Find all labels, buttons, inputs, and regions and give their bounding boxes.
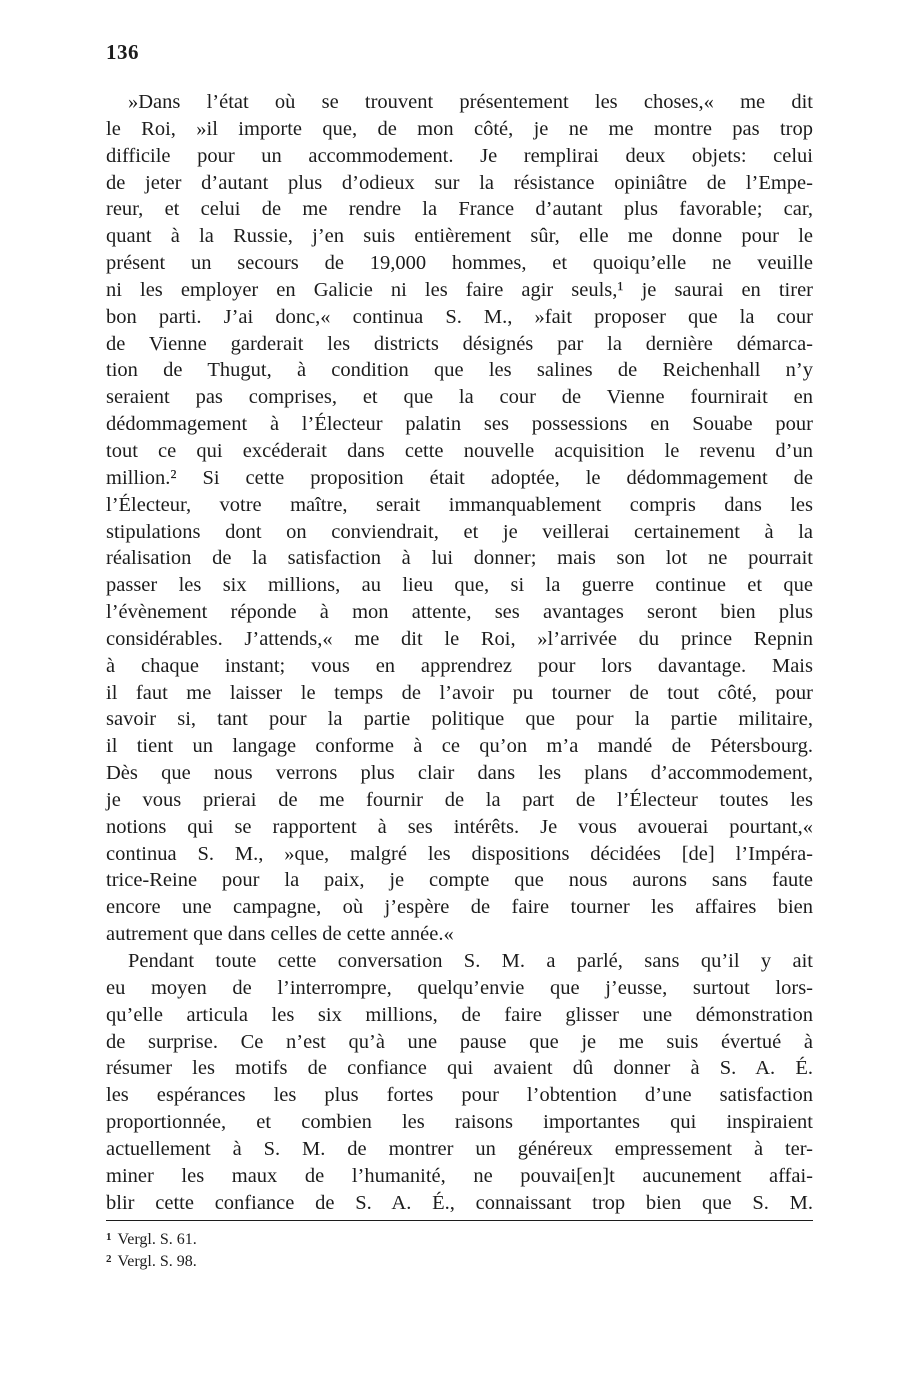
text-line: passer les six millions, au lieu que, si la guerre continue et que <box>106 574 813 597</box>
text-line: il faut me laisser le temps de l’avoir pu tourner de tout côté, pour <box>106 681 813 704</box>
footnote-mark: 2 <box>106 1253 112 1265</box>
paragraph <box>106 948 813 1216</box>
text-line: de jeter d’autant plus d’odieux sur la résistance opiniâtre de l’Empe- <box>106 171 813 194</box>
text-line: miner les maux de l’humanité, ne pouvai[en]t aucunement affai- <box>106 1164 813 1187</box>
footnote <box>106 1226 813 1248</box>
text-line: réalisation de la satisfaction à lui donner; mais son lot ne pourrait <box>106 547 813 570</box>
text-line: savoir si, tant pour la partie politique que pour la partie militaire, <box>106 708 813 731</box>
text-line: encore une campagne, où j’espère de faire tourner les affaires bien <box>106 896 813 919</box>
text-line: seraient pas comprises, et que la cour de Vienne fournirait en <box>106 386 813 409</box>
text-line: proportionnée, et combien les raisons importantes qui inspiraient <box>106 1111 813 1134</box>
footnote-text: Vergl. S. 61. <box>117 1231 197 1248</box>
text-line: il tient un langage conforme à ce qu’on m’a mandé de Pétersbourg. <box>106 735 813 758</box>
text-line: reur, et celui de me rendre la France d’autant plus favorable; car, <box>106 198 813 221</box>
page-number: 136 <box>106 40 139 64</box>
footnote <box>106 1248 813 1270</box>
text-line: autrement que dans celles de cette année.« <box>106 923 454 946</box>
text-line: présent un secours de 19,000 hommes, et quoiqu’elle ne veuille <box>106 252 813 275</box>
paragraph <box>106 89 813 948</box>
text-line: l’Électeur, votre maître, serait immanquablement compris dans les <box>106 493 813 516</box>
text-line: notions qui se rapportent à ses intérêts. Je vous avouerai pourtant,« <box>106 815 813 838</box>
text-line: continua S. M., »que, malgré les dispositions décidées [de] l’Impéra- <box>106 842 813 865</box>
body-text <box>106 89 813 1216</box>
text-line: je vous prierai de me fournir de la part de l’Électeur toutes les <box>106 788 813 811</box>
text-line: trice-Reine pour la paix, je compte que nous aurons sans faute <box>106 869 813 892</box>
text-line: l’évènement réponde à mon attente, ses avantages seront bien plus <box>106 601 813 624</box>
text-line: quant à la Russie, j’en suis entièrement sûr, elle me donne pour le <box>106 225 813 248</box>
footnotes <box>106 1226 813 1270</box>
text-line: Dès que nous verrons plus clair dans les plans d’accommodement, <box>106 762 813 785</box>
text-line: dédommagement à l’Électeur palatin ses possessions en Souabe pour <box>106 413 813 436</box>
text-line: bon parti. J’ai donc,« continua S. M., »fait proposer que la cour <box>106 305 813 328</box>
text-line: actuellement à S. M. de montrer un généreux empressement à ter- <box>106 1137 813 1160</box>
text-line: de surprise. Ce n’est qu’à une pause que je me suis évertué à <box>106 1030 813 1053</box>
text-line: blir cette confiance de S. A. É., connaissant trop bien que S. M. <box>106 1191 813 1214</box>
text-line: résumer les motifs de confiance qui avaient dû donner à S. A. É. <box>106 1057 813 1080</box>
footnote-mark: 1 <box>106 1231 112 1243</box>
text-line: de Vienne garderait les districts désignés par la dernière démarca- <box>106 332 813 355</box>
text-line: à chaque instant; vous en apprendrez pour lors davantage. Mais <box>106 654 813 677</box>
text-line: stipulations dont on conviendrait, et je veillerai certainement à la <box>106 520 813 543</box>
text-line: tion de Thugut, à condition que les salines de Reichenhall n’y <box>106 359 813 382</box>
text-line: »Dans l’état où se trouvent présentement les choses,« me dit <box>128 91 813 113</box>
text-line: tout ce qui excéderait dans cette nouvelle acquisition le revenu d’un <box>106 439 813 462</box>
text-line: Pendant toute cette conversation S. M. a parlé, sans qu’il y ait <box>128 950 813 972</box>
text-line: difficile pour un accommodement. Je remplirai deux objets: celui <box>106 144 813 167</box>
text-line: million.² Si cette proposition était adoptée, le dédommagement de <box>106 466 813 489</box>
text-line: considérables. J’attends,« me dit le Roi, »l’arrivée du prince Repnin <box>106 627 813 650</box>
text-line: qu’elle articula les six millions, de faire glisser une démonstration <box>106 1003 813 1026</box>
text-line: eu moyen de l’interrompre, quelqu’envie que j’eusse, surtout lors- <box>106 976 813 999</box>
text-line: les espérances les plus fortes pour l’obtention d’une satisfaction <box>106 1084 813 1107</box>
footnote-text: Vergl. S. 98. <box>117 1253 197 1270</box>
text-line: ni les employer en Galicie ni les faire agir seuls,¹ je saurai en tirer <box>106 278 813 301</box>
footnote-divider <box>106 1220 813 1221</box>
text-line: le Roi, »il importe que, de mon côté, je ne me montre pas trop <box>106 117 813 140</box>
